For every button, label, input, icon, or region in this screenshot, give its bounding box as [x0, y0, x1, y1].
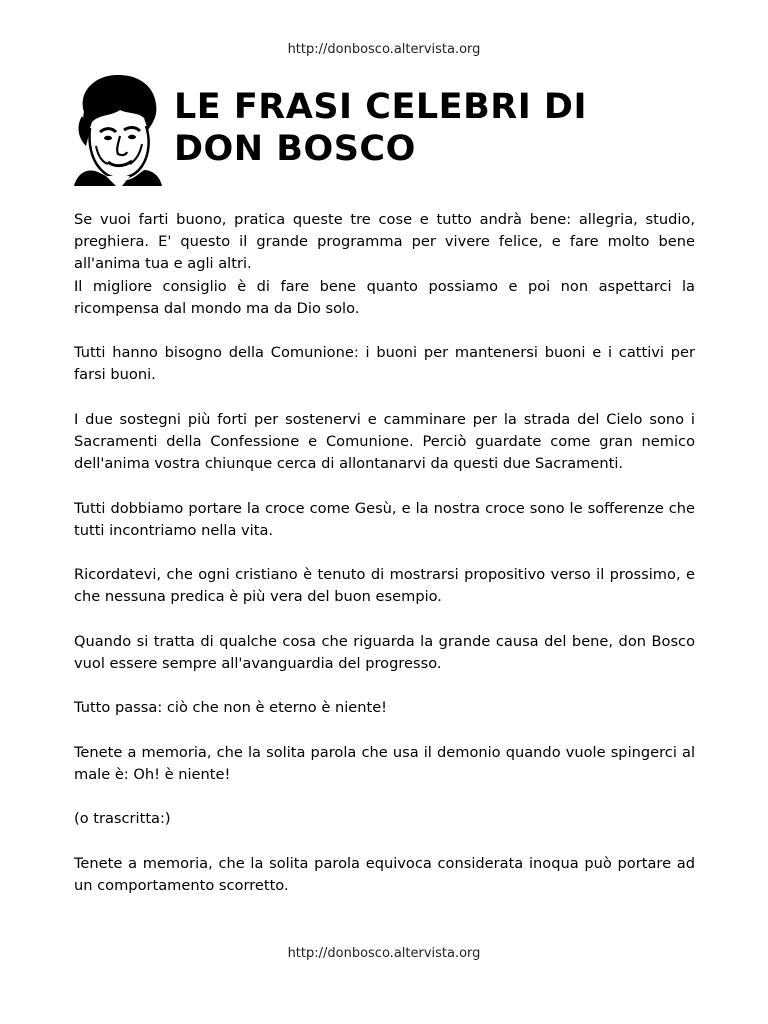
quote-paragraph: I due sostegni più forti per sostenervi e camminare per la strada del Cielo sono i Sacramenti della Confessione e Comunione. Perciò guardate come gran nemico dell'anima vostra chiunque cerca di allontanarvi da questi due Sacramenti. [74, 410, 695, 473]
footer-url: http://donbosco.altervista.org [287, 946, 481, 961]
quote-paragraph: Tenete a memoria, che la solita parola equivoca considerata inoqua può portare ad un comportamento scorretto. [74, 854, 695, 894]
quote-paragraph: Tutti hanno bisogno della Comunione: i buoni per mantenersi buoni e i cattivi per farsi buoni. [74, 344, 695, 384]
page-title [174, 86, 714, 170]
title-line-1: LE FRASI CELEBRI DI [174, 87, 587, 127]
quote-paragraph: Ricordatevi, che ogni cristiano è tenuto di mostrarsi propositivo verso il prossimo, e che nessuna predica è più vera del buon esempio. [74, 566, 695, 606]
quote-paragraph: Quando si tratta di qualche cosa che riguarda la grande causa del bene, don Bosco vuol essere sempre all'avanguardia del progresso. [74, 632, 695, 672]
header-url: http://donbosco.altervista.org [287, 42, 481, 57]
quote-paragraph: Tutti dobbiamo portare la croce come Gesù, e la nostra croce sono le sofferenze che tutti incontriamo nella vita. [74, 499, 695, 539]
quote-paragraph: (o trascritta:) [74, 810, 171, 828]
don-bosco-portrait-image [72, 72, 162, 186]
quotes-body [74, 209, 695, 919]
quote-paragraph: Se vuoi farti buono, pratica queste tre cose e tutto andrà bene: allegria, studio, preghiera. E' questo il grande programma per vivere felice, e fare molto bene all'anima tua e agli altri. [74, 211, 695, 273]
title-line-2: DON BOSCO [174, 129, 416, 169]
quote-paragraph: Tenete a memoria, che la solita parola che usa il demonio quando vuole spingerci al male è: Oh! è niente! [74, 743, 695, 783]
quote-paragraph: Il migliore consiglio è di fare bene quanto possiamo e poi non aspettarci la ricompensa dal mondo ma da Dio solo. [74, 277, 695, 317]
quote-paragraph: Tutto passa: ciò che non è eterno è niente! [74, 699, 388, 717]
